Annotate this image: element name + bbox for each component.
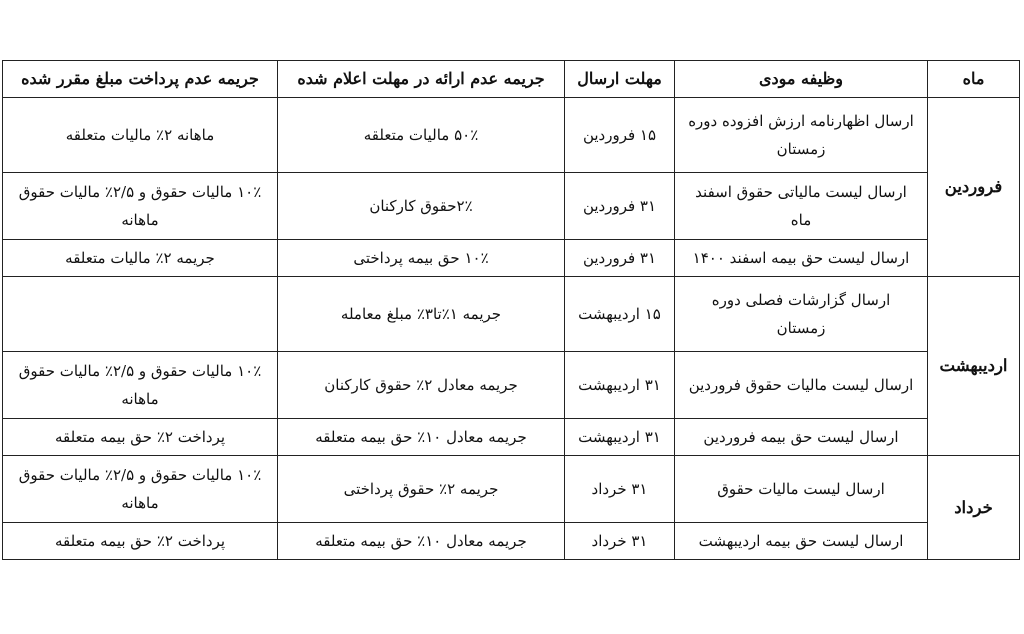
late-penalty-cell: جریمه ۲٪ حقوق پرداختی: [278, 456, 565, 523]
penalty-table-container: [3, 60, 1020, 560]
month-cell-khordad: خرداد: [928, 456, 1020, 560]
duty-cell: ارسال اظهارنامه ارزش افزوده دوره زمستان: [675, 98, 928, 173]
duty-cell: ارسال گزارشات فصلی دوره زمستان: [675, 277, 928, 352]
late-penalty-cell: جریمه معادل ۲٪ حقوق کارکنان: [278, 352, 565, 419]
late-penalty-cell: جریمه ۱٪تا۳٪ مبلغ معامله: [278, 277, 565, 352]
nonpayment-penalty-cell: جریمه ۲٪ مالیات متعلقه: [3, 240, 278, 277]
tax-deadline-table: [2, 60, 1020, 560]
duty-cell: ارسال لیست حق بیمه اسفند ۱۴۰۰: [675, 240, 928, 277]
table-body: [3, 98, 1020, 560]
late-penalty-cell: جریمه معادل ۱۰٪ حق بیمه متعلقه: [278, 419, 565, 456]
late-penalty-cell: ۱۰٪ حق بیمه پرداختی: [278, 240, 565, 277]
month-cell-farvardin: فروردین: [928, 98, 1020, 277]
table-row: [3, 456, 1020, 523]
duty-cell: ارسال لیست مالیاتی حقوق اسفند ماه: [675, 173, 928, 240]
deadline-cell: ۳۱ فروردین: [565, 173, 675, 240]
nonpayment-penalty-cell: ۱۰٪ مالیات حقوق و ۲/۵٪ مالیات حقوق ماهانه: [3, 352, 278, 419]
nonpayment-penalty-cell: ۱۰٪ مالیات حقوق و ۲/۵٪ مالیات حقوق ماهانه: [3, 173, 278, 240]
deadline-cell: ۳۱ خرداد: [565, 523, 675, 560]
table-row: [3, 352, 1020, 419]
table-header: [3, 61, 1020, 98]
deadline-cell: ۱۵ اردیبهشت: [565, 277, 675, 352]
header-row: [3, 61, 1020, 98]
header-deadline: مهلت ارسال: [565, 61, 675, 98]
duty-cell: ارسال لیست حق بیمه اردیبهشت: [675, 523, 928, 560]
header-late-penalty: جریمه عدم ارائه در مهلت اعلام شده: [278, 61, 565, 98]
table-row: [3, 419, 1020, 456]
duty-cell: ارسال لیست مالیات حقوق فروردین: [675, 352, 928, 419]
table-row: [3, 240, 1020, 277]
nonpayment-penalty-cell: پرداخت ۲٪ حق بیمه متعلقه: [3, 419, 278, 456]
table-row: [3, 523, 1020, 560]
header-month: ماه: [928, 61, 1020, 98]
deadline-cell: ۳۱ اردیبهشت: [565, 352, 675, 419]
deadline-cell: ۳۱ فروردین: [565, 240, 675, 277]
deadline-cell: ۳۱ اردیبهشت: [565, 419, 675, 456]
duty-cell: ارسال لیست حق بیمه فروردین: [675, 419, 928, 456]
late-penalty-cell: ۲٪حقوق کارکنان: [278, 173, 565, 240]
nonpayment-penalty-cell: ماهانه ۲٪ مالیات متعلقه: [3, 98, 278, 173]
nonpayment-penalty-cell: ۱۰٪ مالیات حقوق و ۲/۵٪ مالیات حقوق ماهانه: [3, 456, 278, 523]
nonpayment-penalty-cell: پرداخت ۲٪ حق بیمه متعلقه: [3, 523, 278, 560]
table-row: [3, 277, 1020, 352]
table-row: [3, 98, 1020, 173]
late-penalty-cell: جریمه معادل ۱۰٪ حق بیمه متعلقه: [278, 523, 565, 560]
table-row: [3, 173, 1020, 240]
duty-cell: ارسال لیست مالیات حقوق: [675, 456, 928, 523]
deadline-cell: ۳۱ خرداد: [565, 456, 675, 523]
header-nonpayment-penalty: جریمه عدم پرداخت مبلغ مقرر شده: [3, 61, 278, 98]
nonpayment-penalty-cell: [3, 277, 278, 352]
header-duty: وظیفه مودی: [675, 61, 928, 98]
late-penalty-cell: ۵۰٪ مالیات متعلقه: [278, 98, 565, 173]
month-cell-ordibehesht: اردیبهشت: [928, 277, 1020, 456]
deadline-cell: ۱۵ فروردین: [565, 98, 675, 173]
